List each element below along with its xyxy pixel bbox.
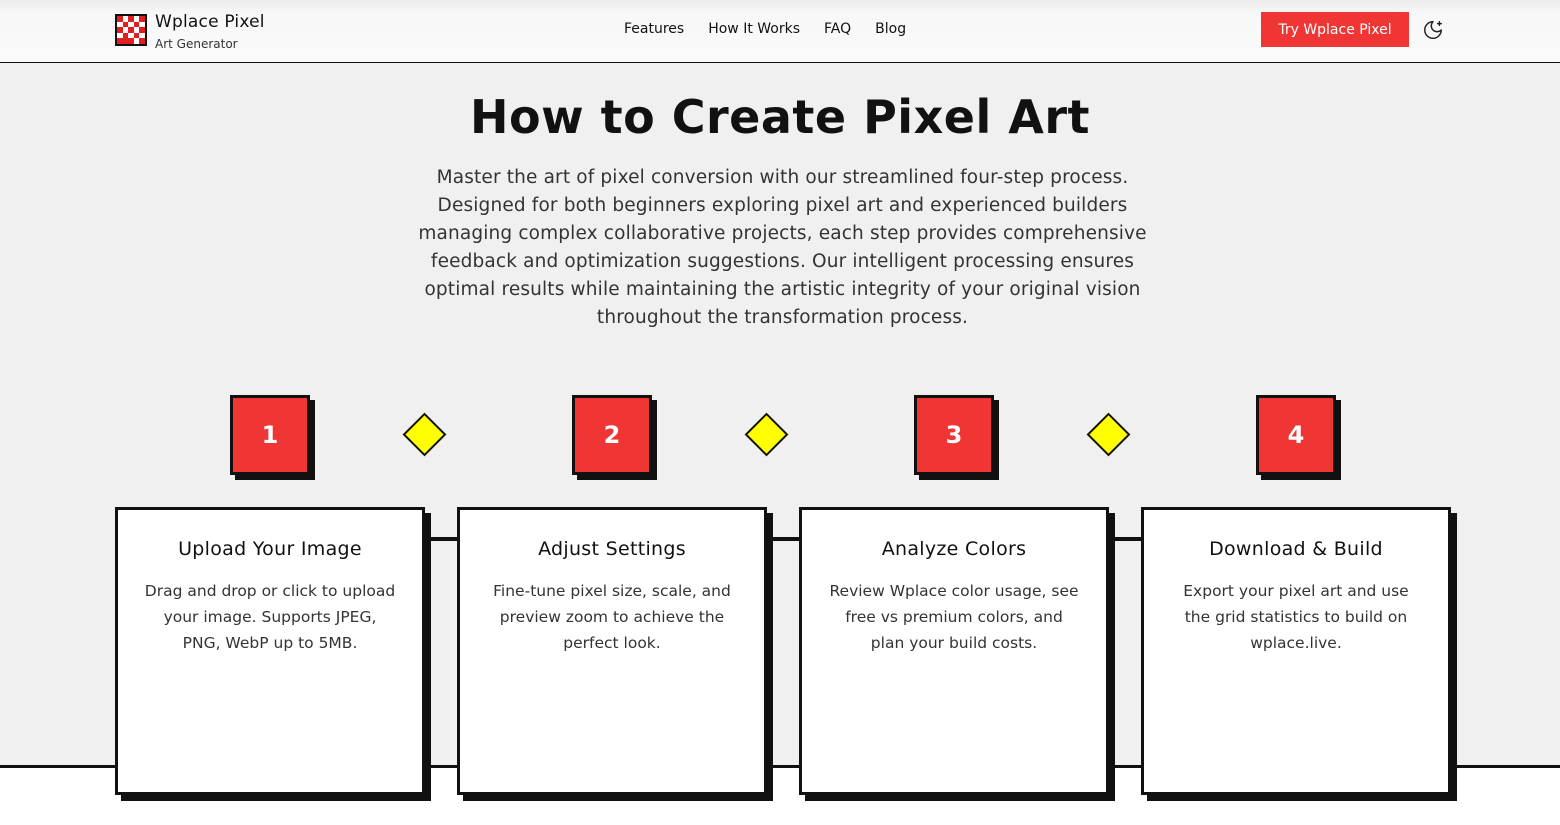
logo[interactable] — [115, 14, 265, 50]
nav-link-features[interactable]: Features — [624, 21, 685, 37]
nav-link-faq[interactable]: FAQ — [824, 21, 852, 37]
card-connector — [425, 537, 460, 541]
step-card-title: Analyze Colors — [881, 538, 1027, 560]
logo-text — [155, 14, 265, 50]
section-description: Master the art of pixel conversion with our streamlined four-step process. Designed for both beginners exploring pixel art and experienced builders managing complex collaborative projects, each step provides comprehensive feedback and optimization suggestions. Our intelligent processing ensures optimal results while maintaining the artistic integrity of your original vision throughout the transformation process. — [418, 167, 1147, 328]
step-number-1: 1 — [230, 395, 310, 475]
step-card-download — [1141, 507, 1451, 795]
step-number-2: 2 — [572, 395, 652, 475]
nav-link-blog[interactable]: Blog — [875, 21, 907, 37]
card-connector — [767, 537, 802, 541]
step-card-description: Review Wplace color usage, see free vs premium colors, and plan your build costs. — [829, 582, 1079, 652]
card-connector — [1109, 537, 1144, 541]
logo-title: Wplace Pixel — [155, 12, 265, 32]
step-card-description: Fine-tune pixel size, scale, and preview zoom to achieve the perfect look. — [493, 582, 731, 652]
step-card-upload — [115, 507, 425, 795]
nav-link-how-it-works[interactable]: How It Works — [708, 21, 801, 37]
step-number-4: 4 — [1256, 395, 1336, 475]
step-card-description: Drag and drop or click to upload your image. Supports JPEG, PNG, WebP up to 5MB. — [144, 582, 396, 652]
main-nav — [624, 21, 906, 37]
site-header — [0, 0, 1560, 63]
diamond-separator — [745, 413, 789, 457]
step-card-title: Adjust Settings — [538, 538, 686, 560]
moon-sparkle-icon — [1422, 19, 1444, 41]
logo-pixel-icon — [115, 14, 147, 46]
step-number-3: 3 — [914, 395, 994, 475]
step-card-adjust — [457, 507, 767, 795]
diamond-separator — [1087, 413, 1131, 457]
step-card-title: Download & Build — [1209, 538, 1383, 560]
section-title: How to Create Pixel Art — [469, 90, 1090, 144]
step-card-analyze — [799, 507, 1109, 795]
step-card-title: Upload Your Image — [178, 538, 362, 560]
diamond-separator — [403, 413, 447, 457]
step-card-description: Export your pixel art and use the grid statistics to build on wplace.live. — [1183, 582, 1409, 652]
try-wplace-pixel-button[interactable]: Try Wplace Pixel — [1261, 12, 1409, 47]
theme-toggle-button[interactable] — [1422, 19, 1444, 41]
logo-subtitle: Art Generator — [155, 37, 238, 51]
